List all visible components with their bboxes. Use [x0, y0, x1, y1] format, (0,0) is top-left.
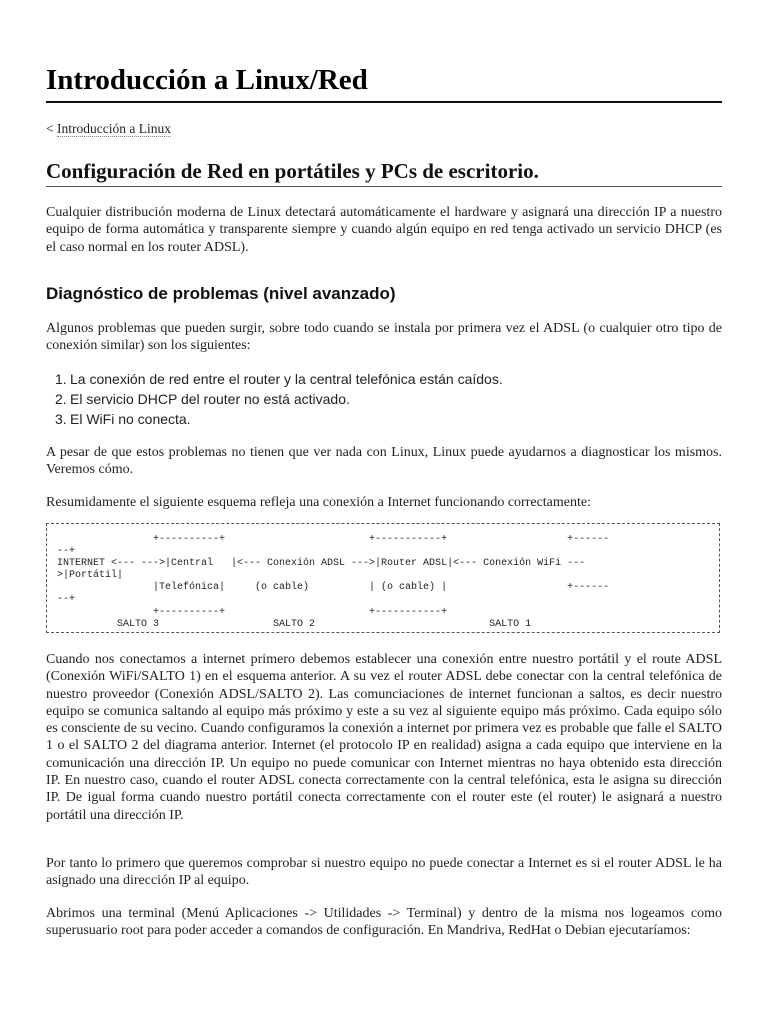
terminal-paragraph: Abrimos una terminal (Menú Aplicaciones -> Utilidades -> Terminal) y dentro de la misma nos logeamos como superusuario root para poder acceder a comandos de configuración. En Mandriva, RedHat o Debian ejecutaríamos:	[46, 906, 722, 939]
section-title: Configuración de Red en portátiles y PCs de escritorio.	[46, 157, 722, 187]
linux-paragraph: A pesar de que estos problemas no tienen que ver nada con Linux, Linux puede ayudarnos a diagnosticar los mismos. Veremos cómo.	[46, 445, 722, 478]
problems-list	[46, 369, 503, 429]
hops-paragraph: Cuando nos conectamos a internet primero debemos establecer una conexión entre nuestro portátil y el route ADSL (Conexión WiFi/SALTO 1) en el esquema anterior. A su vez el router ADSL debe conectar con la central telefónica de nuestro proveedor (Conexión ADSL/SALTO 2). Las comunciaciones de internet funcionan a saltos, es decir nuestro equipo se comunica saltando al equipo más próximo y este a su vez al siguiente equipo más próximo. Cada equipo sólo es consciente de su vecino. Cuando configuramos la conexión a internet por primera vez es probable que falle el SALTO 1 o el SALTO 2 del diagrama anterior. Internet (el protocolo IP en realidad) asigna a cada equipo que interviene en la comunicación una dirección IP. Un equipo no puede comunicar con Internet mientras no haya obtenido esta dirección IP. En nuestro caso, cuando el router ADSL conecta correctamente con la central telefónica, esta le asigna su dirección IP. De igual forma cuando nuestro portátil conecta correctamente con el router este (el router) le asignará a nuestro portátil una dirección IP.	[46, 652, 722, 823]
list-item-number: 3.	[55, 411, 67, 427]
breadcrumb-prefix: <	[46, 121, 57, 136]
list-item-number: 1.	[55, 371, 67, 387]
check-paragraph: Por tanto lo primero que queremos comprobar si nuestro equipo no puede conectar a Internet es si el router ADSL le ha asignado una dirección IP al equipo.	[46, 856, 722, 889]
list-item-text: El WiFi no conecta.	[70, 411, 191, 427]
subsection-title: Diagnóstico de problemas (nivel avanzado)	[46, 284, 396, 303]
list-item-text: La conexión de red entre el router y la central telefónica están caídos.	[70, 371, 503, 387]
intro-paragraph: Cualquier distribución moderna de Linux detectará automáticamente el hardware y asignará una dirección IP a nuestro equipo de forma automática y transparente siempre y cuando algún equipo en red tenga activado un servicio DHCP (es el caso normal en los router ADSL).	[46, 205, 722, 255]
list-item	[46, 389, 503, 409]
list-item-text: El servicio DHCP del router no está activado.	[70, 391, 350, 407]
breadcrumb-link[interactable]: Introducción a Linux	[57, 121, 171, 136]
page-title: Introducción a Linux/Red	[46, 62, 722, 103]
problems-intro-paragraph: Algunos problemas que pueden surgir, sobre todo cuando se instala por primera vez el ADSL (o cualquier otro tipo de conexión similar) son los siguientes:	[46, 321, 722, 354]
list-item	[46, 369, 503, 389]
schema-paragraph: Resumidamente el siguiente esquema refleja una conexión a Internet funcionando correctamente:	[46, 495, 591, 510]
list-item	[46, 409, 503, 429]
breadcrumb	[46, 121, 171, 137]
network-diagram-code-block: +----------+ +-----------+ +------ --+ INTERNET <--- --->|Central |<--- Conexión ADSL --->|Router ADSL|<--- Conexión WiFi --- >|Portátil| |Telefónica| (o cable) | (o cable) | +------ --+ +----------+ +-----------+ SALTO 3 SALTO 2 SALTO 1	[46, 523, 720, 633]
list-item-number: 2.	[55, 391, 67, 407]
